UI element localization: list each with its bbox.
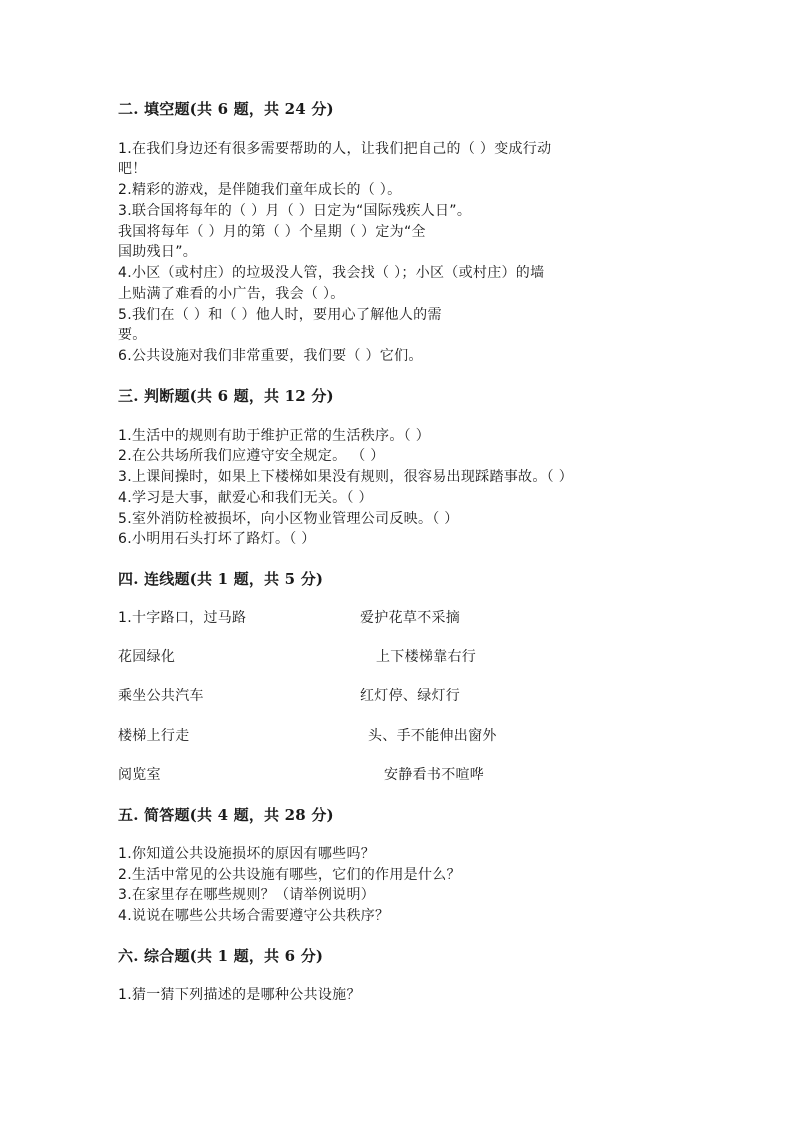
judge-line-4: 4.学习是大事，献爱心和我们无关。（ ） (118, 490, 373, 506)
fill-line-3: 2.精彩的游戏，是伴随我们童年成长的（ ）。 (118, 182, 402, 198)
section-heading-fill-blank: 二. 填空题(共 6 题，共 24 分) (118, 100, 334, 118)
match-right-1: 爱护花草不采摘 (360, 610, 461, 626)
fill-line-11: 6.公共设施对我们非常重要，我们要（ ）它们。 (118, 348, 423, 364)
match-right-5: 安静看书不喧哗 (384, 767, 485, 783)
match-left-5: 阅览室 (118, 767, 161, 783)
short-line-4: 4.说说在哪些公共场合需要遵守公共秩序？ (118, 908, 390, 924)
section-heading-comprehensive: 六. 综合题(共 1 题，共 6 分) (118, 947, 324, 965)
fill-line-4: 3.联合国将每年的（ ）月（ ）日定为“国际残疾人日”。 (118, 203, 472, 219)
match-right-4: 头、手不能伸出窗外 (368, 728, 497, 744)
comp-line-1: 1.猜一猜下列描述的是哪种公共设施？ (118, 987, 361, 1003)
fill-line-8: 上贴满了难看的小广告，我会（ ）。 (118, 286, 345, 302)
short-line-2: 2.生活中常见的公共设施有哪些，它们的作用是什么？ (118, 867, 461, 883)
match-right-2: 上下楼梯靠右行 (376, 649, 477, 665)
fill-line-9: 5.我们在（ ）和（ ）他人时，要用心了解他人的需 (118, 307, 442, 323)
fill-line-10: 要。 (118, 327, 147, 343)
fill-line-7: 4.小区（或村庄）的垃圾没人管，我会找（ ）；小区（或村庄）的墙 (118, 265, 545, 281)
fill-line-1: 1.在我们身边还有很多需要帮助的人，让我们把自己的（ ）变成行动 (118, 141, 552, 157)
judge-line-3: 3.上课间操时，如果上下楼梯如果没有规则，很容易出现踩踏事故。（ ） (118, 469, 574, 485)
fill-line-2: 吧！ (118, 161, 147, 177)
match-left-2: 花园绿化 (118, 649, 176, 665)
section-heading-match: 四. 连线题(共 1 题，共 5 分) (118, 570, 324, 588)
short-line-1: 1.你知道公共设施损坏的原因有哪些吗？ (118, 846, 376, 862)
judge-line-1: 1.生活中的规则有助于维护正常的生活秩序。（ ） (118, 428, 431, 444)
fill-line-6: 国助残日”。 (118, 244, 198, 260)
match-left-4: 楼梯上行走 (118, 728, 190, 744)
match-left-3: 乘坐公共汽车 (118, 688, 204, 704)
judge-line-2: 2.在公共场所我们应遵守安全规定。 （ ） (118, 448, 385, 464)
fill-line-5: 我国将每年（ ）月的第（ ）个星期（ ）定为“全 (118, 224, 426, 240)
match-right-3: 红灯停、绿灯行 (360, 688, 461, 704)
match-left-1: 1.十字路口，过马路 (118, 610, 247, 626)
short-line-3: 3.在家里存在哪些规则？（请举例说明） (118, 887, 376, 903)
section-heading-short-answer: 五. 简答题(共 4 题，共 28 分) (118, 806, 334, 824)
judge-line-6: 6.小明用石头打坏了路灯。（ ） (118, 531, 316, 547)
section-heading-judge: 三. 判断题(共 6 题，共 12 分) (118, 387, 334, 405)
judge-line-5: 5.室外消防栓被损坏，向小区物业管理公司反映。（ ） (118, 511, 459, 527)
